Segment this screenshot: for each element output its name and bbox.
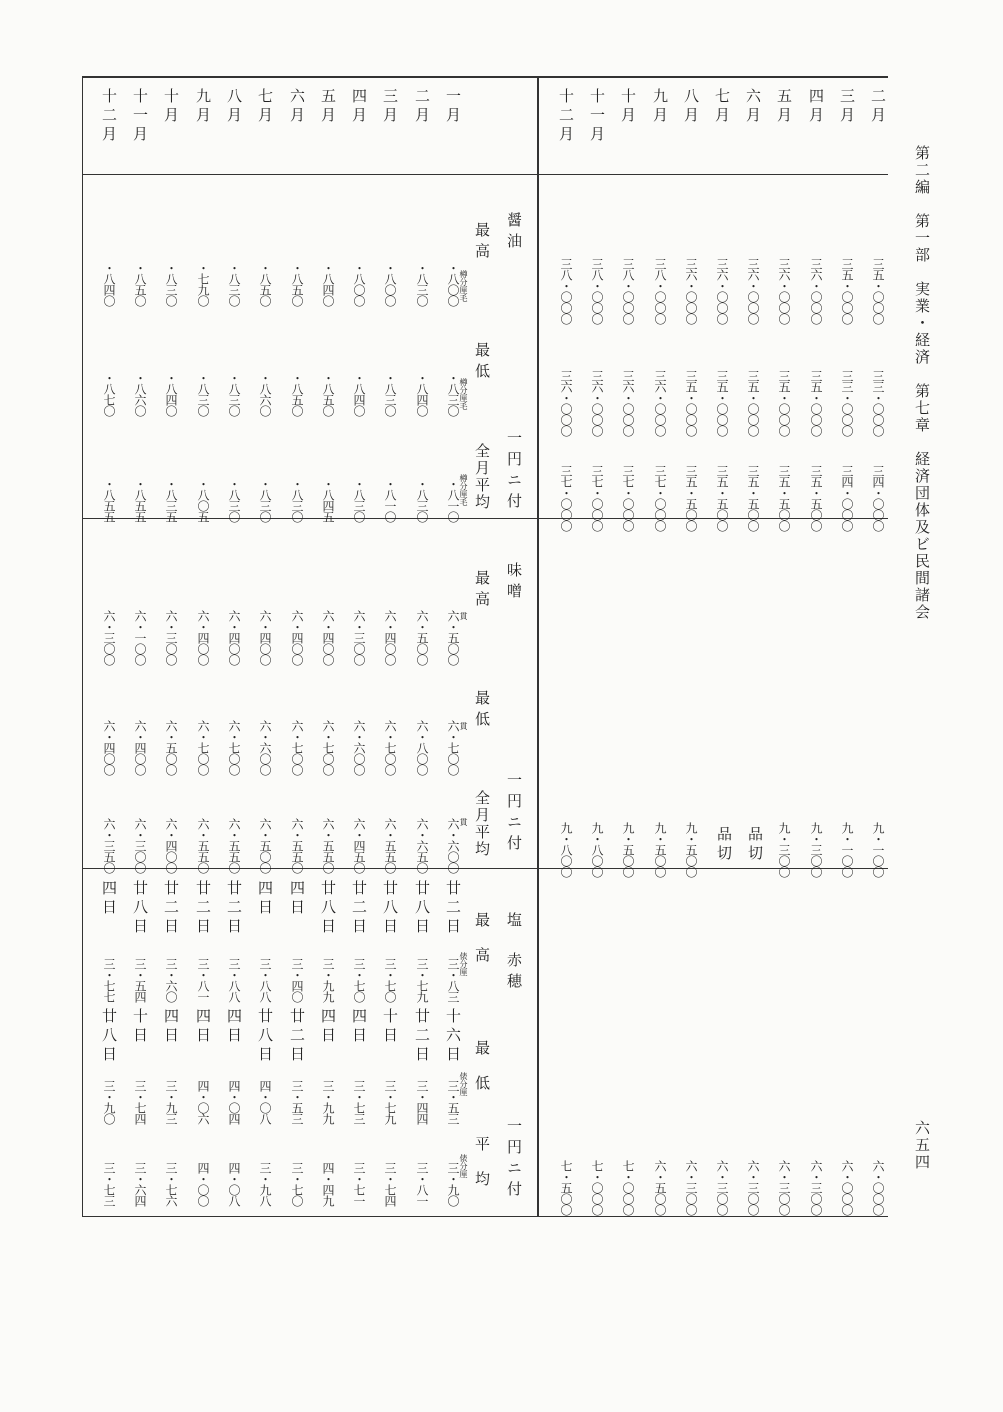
table-cell: ・八五〇 — [290, 262, 304, 306]
table-cell: 六・六〇〇 — [352, 720, 366, 775]
table-cell: ・八六〇 — [133, 372, 147, 416]
table-cell: 六・〇〇〇 — [871, 1160, 885, 1215]
month-header: 四月 — [807, 88, 825, 126]
table-cell: 六・三〇〇 — [684, 1160, 698, 1215]
table-cell: ・八四〇 — [164, 372, 178, 416]
table-cell: 六・五五〇 — [227, 818, 241, 873]
table-cell: 三五・〇〇〇 — [777, 370, 791, 436]
table-cell: 九・三〇〇 — [777, 822, 791, 877]
frame-top — [82, 76, 888, 78]
table-cell: 六・一〇〇 — [133, 610, 147, 665]
month-header: 六月 — [288, 88, 306, 126]
table-cell: 三五・〇〇〇 — [871, 258, 885, 324]
month-header: 九月 — [194, 88, 212, 126]
table-cell: 六・三〇〇 — [352, 610, 366, 665]
table-cell: 六・五五〇 — [383, 818, 397, 873]
unit-label: 俵分厘 — [459, 952, 468, 976]
table-cell: ・八三〇 — [227, 262, 241, 306]
month-header: 十月 — [619, 88, 637, 126]
table-cell: 廿八日 — [413, 880, 431, 937]
table-cell: 四日 — [319, 1008, 337, 1046]
table-cell: 三・九〇 — [446, 1162, 460, 1206]
table-cell: 六・四〇〇 — [321, 610, 335, 665]
table-cell: 三・五三 — [446, 1080, 460, 1124]
table-cell: 三八・〇〇〇 — [621, 258, 635, 324]
month-header: 六月 — [744, 88, 762, 126]
label-avg-miso: 全月平均 — [473, 790, 491, 858]
table-cell: 六・五五〇 — [196, 818, 210, 873]
table-cell: 三七・〇〇〇 — [590, 465, 604, 531]
table-cell: 六・三〇〇 — [715, 1160, 729, 1215]
table-cell: 三・七四 — [383, 1162, 397, 1206]
table-cell: 三六・〇〇〇 — [746, 258, 760, 324]
table-cell: ・八三〇 — [227, 372, 241, 416]
table-cell: 三・八一 — [196, 958, 210, 1002]
table-cell: 三・八八 — [227, 958, 241, 1002]
table-cell: 三八・〇〇〇 — [559, 258, 573, 324]
table-cell: 六・四〇〇 — [164, 818, 178, 873]
label-low-soy: 最低 — [473, 342, 491, 384]
table-cell: 六・五〇〇 — [446, 610, 460, 665]
table-cell: 三・七六 — [164, 1162, 178, 1206]
table-cell: 六・四〇〇 — [133, 720, 147, 775]
month-header: 九月 — [651, 88, 669, 126]
table-cell: 三六・〇〇〇 — [653, 370, 667, 436]
table-cell: 六・七〇〇 — [383, 720, 397, 775]
table-cell: ・八一〇 — [383, 478, 397, 522]
unit-label: 樽分厘毛 — [459, 378, 468, 410]
table-cell: ・八三〇 — [164, 262, 178, 306]
table-cell: 四・〇〇 — [196, 1162, 210, 1206]
table-cell: 六・五〇〇 — [415, 610, 429, 665]
frame-left — [82, 76, 83, 1217]
table-cell: 三・九〇 — [102, 1080, 116, 1124]
item-label-salt: 塩 — [505, 912, 523, 933]
table-cell: 三五・〇〇〇 — [684, 370, 698, 436]
unit-label: 貫 — [459, 612, 468, 620]
table-cell: 六・五〇〇 — [653, 1160, 667, 1215]
month-header: 七月 — [256, 88, 274, 126]
table-cell: 九・一〇〇 — [871, 822, 885, 877]
table-cell: 六・三五〇 — [102, 818, 116, 873]
table-cell: 四・〇四 — [227, 1080, 241, 1124]
table-cell: 廿二日 — [194, 880, 212, 937]
table-cell: 三・四四 — [415, 1080, 429, 1124]
table-cell: 四日 — [162, 1008, 180, 1046]
unit-note-soy: 一円ニ付 — [505, 430, 523, 514]
table-cell: 六・七〇〇 — [290, 720, 304, 775]
table-cell: 品切 — [715, 826, 733, 864]
table-cell: 三・九八 — [258, 1162, 272, 1206]
item-label-miso: 味噌 — [505, 562, 523, 604]
table-cell: 三五・〇〇〇 — [809, 370, 823, 436]
table-cell: 三八・〇〇〇 — [590, 258, 604, 324]
table-cell: 六・七〇〇 — [196, 720, 210, 775]
table-cell: 六・七〇〇 — [321, 720, 335, 775]
table-cell: 三五・五〇〇 — [684, 465, 698, 531]
month-header: 八月 — [682, 88, 700, 126]
table-cell: 廿八日 — [319, 880, 337, 937]
table-cell: 三六・〇〇〇 — [684, 258, 698, 324]
table-cell: ・八三〇 — [352, 478, 366, 522]
table-cell: 三・六〇 — [164, 958, 178, 1002]
table-cell: 六・八〇〇 — [415, 720, 429, 775]
table-cell: 三三・〇〇〇 — [871, 370, 885, 436]
table-cell: 三・七九 — [383, 1080, 397, 1124]
table-cell: 三七・〇〇〇 — [559, 465, 573, 531]
table-cell: 六・三〇〇 — [133, 818, 147, 873]
month-header: 二月 — [413, 88, 431, 126]
table-cell: 三・五四 — [133, 958, 147, 1002]
month-header: 五月 — [775, 88, 793, 126]
table-cell: 廿八日 — [100, 1008, 118, 1065]
header-rule — [82, 174, 888, 175]
label-avg-salt: 平均 — [473, 1136, 491, 1206]
table-cell: 廿八日 — [131, 880, 149, 937]
unit-note-miso: 一円ニ付 — [505, 772, 523, 856]
table-cell: 三・七九 — [415, 958, 429, 1002]
table-cell: ・八〇五 — [196, 478, 210, 522]
table-cell: 六・七〇〇 — [446, 720, 460, 775]
table-cell: 六・三〇〇 — [164, 610, 178, 665]
table-cell: ・八三〇 — [258, 478, 272, 522]
table-cell: ・八四五 — [321, 478, 335, 522]
table-cell: 四・四九 — [321, 1162, 335, 1206]
table-cell: 三四・〇〇〇 — [871, 465, 885, 531]
table-cell: 三六・〇〇〇 — [777, 258, 791, 324]
table-cell: 三・八三 — [446, 958, 460, 1002]
table-cell: 七・〇〇〇 — [590, 1160, 604, 1215]
table-cell: ・八三〇 — [290, 478, 304, 522]
table-cell: 六・三〇〇 — [809, 1160, 823, 1215]
table-cell: 十日 — [381, 1008, 399, 1046]
table-cell: 品切 — [746, 826, 764, 864]
table-cell: 六・四〇〇 — [258, 610, 272, 665]
sub-item-label-salt: 赤穂 — [505, 952, 523, 994]
frame-center — [537, 76, 539, 1217]
table-cell: 三・九三 — [164, 1080, 178, 1124]
table-cell: 廿八日 — [381, 880, 399, 937]
table-cell: 六・五〇〇 — [258, 818, 272, 873]
table-cell: 六・六〇〇 — [258, 720, 272, 775]
table-cell: 廿二日 — [444, 880, 462, 937]
table-cell: 三五・五〇〇 — [746, 465, 760, 531]
table-cell: 三五・〇〇〇 — [715, 370, 729, 436]
table-cell: 六・六〇〇 — [446, 818, 460, 873]
table-cell: ・八五五 — [133, 478, 147, 522]
table-cell: 廿二日 — [413, 1008, 431, 1065]
table-cell: 六・七〇〇 — [227, 720, 241, 775]
month-header: 十月 — [162, 88, 180, 126]
table-cell: 三八・〇〇〇 — [653, 258, 667, 324]
label-low-miso: 最低 — [473, 690, 491, 732]
table-cell: ・七九〇 — [196, 262, 210, 306]
table-cell: 三六・〇〇〇 — [715, 258, 729, 324]
label-avg-soy: 全月平均 — [473, 443, 491, 511]
table-cell: 三・七三 — [352, 1080, 366, 1124]
table-cell: 三三・〇〇〇 — [840, 370, 854, 436]
label-high-salt: 最高 — [473, 912, 491, 982]
unit-label: 貫 — [459, 818, 468, 826]
table-cell: 三・七一 — [352, 1162, 366, 1206]
table-cell: 七・〇〇〇 — [621, 1160, 635, 1215]
table-cell: 六・五〇〇 — [164, 720, 178, 775]
month-header: 二月 — [869, 88, 887, 126]
table-cell: 廿八日 — [256, 1008, 274, 1065]
table-cell: 三・七三 — [102, 1162, 116, 1206]
table-cell: 六・〇〇〇 — [840, 1160, 854, 1215]
table-cell: 九・五〇〇 — [621, 822, 635, 877]
month-header: 十二月 — [557, 88, 575, 145]
month-header: 十一月 — [588, 88, 606, 145]
table-cell: ・八四〇 — [352, 372, 366, 416]
table-cell: 六・四〇〇 — [383, 610, 397, 665]
table-cell: 三五・五〇〇 — [809, 465, 823, 531]
unit-label: 貫 — [459, 722, 468, 730]
table-cell: 三・九九 — [321, 958, 335, 1002]
table-cell: 三六・〇〇〇 — [621, 370, 635, 436]
item-label-soy: 醤油 — [505, 212, 523, 254]
table-cell: 六・四五〇 — [352, 818, 366, 873]
table-cell: 三六・〇〇〇 — [590, 370, 604, 436]
table-cell: 三五・〇〇〇 — [746, 370, 760, 436]
table-cell: 九・五〇〇 — [684, 822, 698, 877]
unit-label: 俵分厘 — [459, 1154, 468, 1178]
table-cell: ・八七〇 — [102, 372, 116, 416]
month-header: 十二月 — [100, 88, 118, 145]
month-header: 十一月 — [131, 88, 149, 145]
table-cell: 六・三〇〇 — [746, 1160, 760, 1215]
table-cell: ・八〇〇 — [352, 262, 366, 306]
table-cell: 三七・〇〇〇 — [653, 465, 667, 531]
table-cell: 三・五三 — [290, 1080, 304, 1124]
table-cell: 十日 — [131, 1008, 149, 1046]
table-cell: ・八三〇 — [415, 478, 429, 522]
month-header: 三月 — [381, 88, 399, 126]
table-cell: 三・六四 — [133, 1162, 147, 1206]
table-cell: 六・四〇〇 — [290, 610, 304, 665]
table-cell: ・八〇〇 — [446, 262, 460, 306]
table-cell: 三・七四 — [133, 1080, 147, 1124]
table-cell: 三五・五〇〇 — [715, 465, 729, 531]
table-cell: ・八四〇 — [102, 262, 116, 306]
table-cell: 三・九九 — [321, 1080, 335, 1124]
running-head: 第二編 第一部 実業・経済 第七章 経済団体及ビ民間諸会 — [913, 145, 931, 621]
table-cell: 七・五〇〇 — [559, 1160, 573, 1215]
table-cell: 三六・〇〇〇 — [559, 370, 573, 436]
table-cell: 十六日 — [444, 1008, 462, 1065]
table-cell: 四日 — [194, 1008, 212, 1046]
month-header: 五月 — [319, 88, 337, 126]
label-low-salt: 最低 — [473, 1040, 491, 1110]
table-cell: 四日 — [100, 880, 118, 918]
table-cell: ・八六〇 — [258, 372, 272, 416]
table-cell: 四・〇六 — [196, 1080, 210, 1124]
table-cell: 六・六五〇 — [415, 818, 429, 873]
table-cell: ・八三〇 — [415, 262, 429, 306]
table-cell: 六・五五〇 — [321, 818, 335, 873]
table-cell: 九・一〇〇 — [840, 822, 854, 877]
table-cell: ・八一〇 — [446, 478, 460, 522]
table-cell: 三五・〇〇〇 — [840, 258, 854, 324]
table-cell: ・八五〇 — [290, 372, 304, 416]
table-cell: 六・五五〇 — [290, 818, 304, 873]
frame-bottom — [82, 1216, 888, 1217]
month-header: 七月 — [713, 88, 731, 126]
table-cell: 廿二日 — [162, 880, 180, 937]
table-cell: 六・三〇〇 — [777, 1160, 791, 1215]
month-header: 四月 — [350, 88, 368, 126]
table-cell: 三四・〇〇〇 — [840, 465, 854, 531]
table-cell: 三・七七 — [102, 958, 116, 1002]
table-cell: ・八三〇 — [227, 478, 241, 522]
table-cell: 廿二日 — [225, 880, 243, 937]
table-cell: 六・三〇〇 — [102, 610, 116, 665]
table-cell: 三・八八 — [258, 958, 272, 1002]
page-number: 六五四 — [913, 1120, 931, 1171]
month-header: 一月 — [444, 88, 462, 126]
table-cell: ・八三〇 — [446, 372, 460, 416]
label-high-miso: 最高 — [473, 570, 491, 612]
table-cell: 四・〇八 — [227, 1162, 241, 1206]
unit-label: 樽分厘毛 — [459, 270, 468, 302]
table-cell: 三・七〇 — [383, 958, 397, 1002]
table-cell: 四日 — [225, 1008, 243, 1046]
table-cell: ・八三五 — [164, 478, 178, 522]
table-cell: 三七・〇〇〇 — [621, 465, 635, 531]
table-cell: 三・八一 — [415, 1162, 429, 1206]
table-cell: 六・四〇〇 — [102, 720, 116, 775]
table-cell: ・八五〇 — [258, 262, 272, 306]
table-cell: 四日 — [288, 880, 306, 918]
table-cell: 四・〇八 — [258, 1080, 272, 1124]
table-cell: 九・五〇〇 — [653, 822, 667, 877]
table-cell: 四日 — [256, 880, 274, 918]
table-cell: 廿二日 — [350, 880, 368, 937]
month-header: 三月 — [838, 88, 856, 126]
unit-note-salt: 一円ニ付 — [505, 1118, 523, 1202]
table-cell: 三・七〇 — [352, 958, 366, 1002]
table-cell: 廿二日 — [288, 1008, 306, 1065]
table-cell: 三・四〇 — [290, 958, 304, 1002]
month-header: 八月 — [225, 88, 243, 126]
table-cell: ・八四〇 — [321, 262, 335, 306]
table-cell: 六・四〇〇 — [227, 610, 241, 665]
table-cell: ・八三〇 — [383, 372, 397, 416]
table-cell: 四日 — [350, 1008, 368, 1046]
table-cell: 六・四〇〇 — [196, 610, 210, 665]
table-cell: ・八五〇 — [133, 262, 147, 306]
table-cell: ・八四〇 — [415, 372, 429, 416]
table-cell: ・八五五 — [102, 478, 116, 522]
table-cell: ・八〇〇 — [383, 262, 397, 306]
table-cell: ・八五〇 — [321, 372, 335, 416]
table-cell: 九・八〇〇 — [590, 822, 604, 877]
unit-label: 俵分厘 — [459, 1072, 468, 1096]
table-cell: 三・七〇 — [290, 1162, 304, 1206]
table-cell: 九・三〇〇 — [809, 822, 823, 877]
label-high-soy: 最高 — [473, 222, 491, 264]
table-cell: 三六・〇〇〇 — [809, 258, 823, 324]
unit-label: 樽分厘毛 — [459, 474, 468, 506]
table-cell: 九・八〇〇 — [559, 822, 573, 877]
table-cell: ・八三〇 — [196, 372, 210, 416]
table-cell: 三五・五〇〇 — [777, 465, 791, 531]
